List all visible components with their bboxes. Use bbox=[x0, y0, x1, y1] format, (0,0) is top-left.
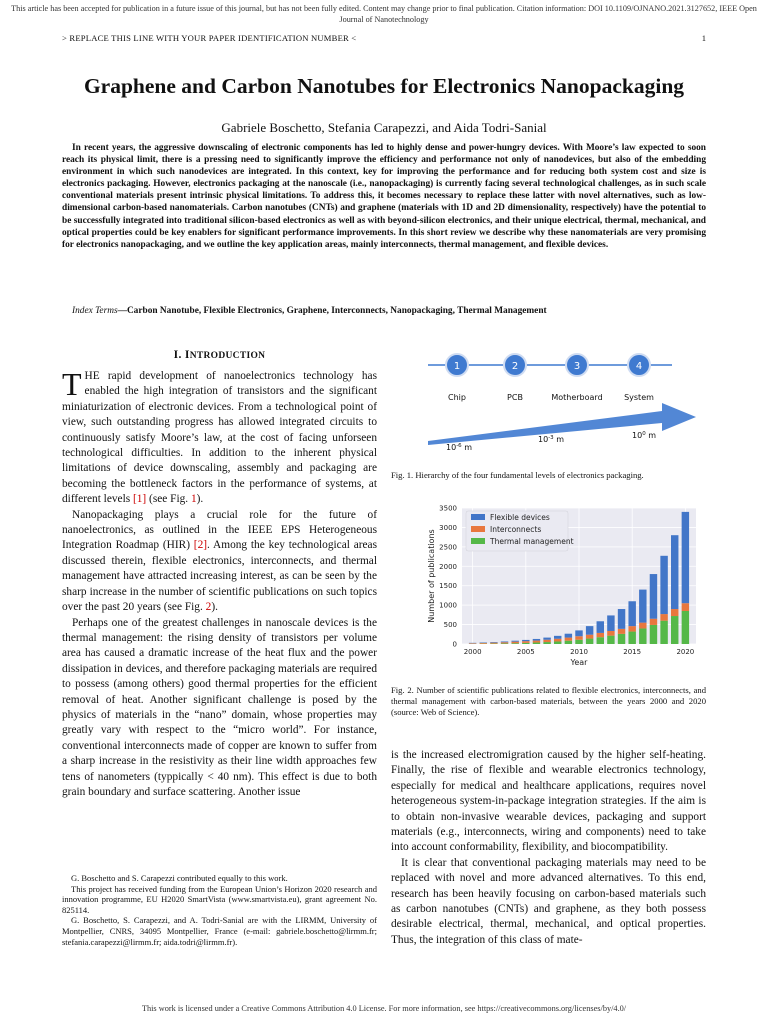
right-column bbox=[391, 748, 706, 948]
bar-flexible-devices-2005 bbox=[522, 640, 529, 641]
bar-thermal-management-2007 bbox=[543, 642, 550, 644]
index-terms-list: —Carbon Nanotube, Flexible Electronics, Graphene, Interconnects, Nanopackaging, Thermal Management bbox=[117, 306, 547, 316]
footnotes bbox=[62, 873, 377, 947]
bar-flexible-devices-2019 bbox=[671, 535, 678, 609]
abstract: In recent years, the aggressive downscaling of electronic components has led to highly dense and power-hungry devices. With Moore’s law expected to soon reach its physical limit, there is a pressing need to significantly improve the efficiency and performance not only of nanodevices, but also of the embedding environment in which such nanodevices are integrated. In this context, key for improving the performance and for reducing both system cost and size is electronics packaging. However, electronics packaging at the nanoscale (i.e., nanopackaging) is currently facing several technological challenges, as in such scale conventional materials present intrinsic physical limitations. To address this, it becomes necessary to replace these latter with novel alternatives, such as low-dimensional carbon-based nanomaterials. Carbon nanotubes (CNTs) and graphene (materials with 1D and 2D dimensionality, respectively) have the potential to be successfully integrated into traditional silicon-based electronics as well as with beyond-silicon electronics, and their unique electrical, thermal, mechanical, and optical properties could be key enablers for significant performance improvements. In this short review we describe why these nanomaterials are very promising for electronics nanopackaging, and we outline the key application areas, mainly interconnects, thermal management, and flexible devices. bbox=[62, 143, 706, 250]
paragraph-3-continued: is the increased electromigration caused by the higher self-heating. Finally, the rise of flexible and wearable electronics technology, especially for medical and healthcare applications, requires novel heterogeneous system-in-package integration strategies. If the aim is to obtain non-invasive wearable devices, packaging and support materials (e.g., interconnects, wiring and components) need to take into account conformability, flexibility, and biocompatibility. bbox=[391, 749, 706, 854]
bar-flexible-devices-2015 bbox=[628, 601, 635, 626]
step-label-chip: Chip bbox=[448, 393, 466, 402]
bar-flexible-devices-2017 bbox=[650, 574, 657, 619]
y-tick-label: 3500 bbox=[439, 504, 457, 513]
bar-interconnects-2002 bbox=[490, 643, 497, 644]
scale-label-1: $10^{-6}$ m bbox=[446, 443, 473, 452]
citation-link-2[interactable]: [2] bbox=[193, 539, 208, 552]
bar-interconnects-2013 bbox=[607, 631, 614, 636]
bar-thermal-management-2014 bbox=[618, 634, 625, 644]
bar-flexible-devices-2008 bbox=[554, 636, 561, 639]
paragraph-1-text: HE rapid development of nanoelectronics technology has enabled the high integration of transistors and the significant miniaturization of electronic devices. From a technological point of view, such outstanding progress has allowed integrated circuits to continuously satisfy Moore’s law, at the cost of facing unforseen technological difficulties. In addition to the inherent physical limitations of device downscaling, assembly and packaging are becoming the bottleneck factors in the performance of systems, at different levels bbox=[62, 370, 377, 506]
y-tick-label: 1500 bbox=[439, 582, 457, 591]
bar-interconnects-2010 bbox=[575, 636, 582, 639]
x-tick-label: 2020 bbox=[676, 648, 695, 656]
legend-swatch-thermal-management bbox=[471, 538, 485, 544]
license-footer: This work is licensed under a Creative Commons Attribution 4.0 License. For more information, see https://creativecommons.org/licenses/by/4.0/ bbox=[141, 1004, 627, 1013]
section-heading bbox=[62, 348, 377, 361]
paragraph-1-mid: (see Fig. bbox=[146, 493, 191, 506]
figure-2-caption: Fig. 2. Number of scientific publications related to flexible electronics, interconnects, and thermal management with carbon-based materials, between the years 2000 and 2020 (source: Web of Science). bbox=[391, 685, 706, 717]
legend-swatch-interconnects bbox=[471, 526, 485, 532]
y-tick-label: 1000 bbox=[439, 601, 457, 610]
bar-flexible-devices-2020 bbox=[682, 512, 689, 603]
bar-thermal-management-2018 bbox=[660, 621, 667, 644]
step-number-4: 4 bbox=[635, 361, 643, 372]
bar-flexible-devices-2014 bbox=[618, 609, 625, 629]
bar-thermal-management-2019 bbox=[671, 616, 678, 644]
step-number-3: 3 bbox=[573, 361, 581, 372]
bar-flexible-devices-2013 bbox=[607, 615, 614, 631]
bar-interconnects-2005 bbox=[522, 641, 529, 643]
bar-flexible-devices-2018 bbox=[660, 556, 667, 614]
bar-interconnects-2017 bbox=[650, 619, 657, 625]
bar-interconnects-2015 bbox=[628, 626, 635, 631]
left-column bbox=[62, 348, 377, 800]
legend-label-flexible-devices: Flexible devices bbox=[490, 513, 550, 522]
step-label-pcb: PCB bbox=[507, 393, 523, 402]
y-tick-label: 2000 bbox=[439, 562, 457, 571]
bar-interconnects-2007 bbox=[543, 640, 550, 642]
bar-thermal-management-2016 bbox=[639, 628, 646, 644]
bar-interconnects-2004 bbox=[511, 642, 518, 644]
y-tick-label: 2500 bbox=[439, 543, 457, 552]
bar-thermal-management-2010 bbox=[575, 640, 582, 644]
y-tick-label: 3000 bbox=[439, 523, 457, 532]
paragraph-2-end: ). bbox=[211, 601, 218, 614]
bar-interconnects-2011 bbox=[586, 635, 593, 639]
step-number-1: 1 bbox=[453, 361, 461, 372]
legend-swatch-flexible-devices bbox=[471, 514, 485, 520]
scale-label-3: $10^0$ m bbox=[632, 431, 657, 440]
footnote-1: G. Boschetto and S. Carapezzi contributed equally to this work. bbox=[71, 873, 288, 883]
figure-1-hierarchy bbox=[400, 345, 700, 455]
figure-link-1[interactable]: 1 bbox=[190, 493, 197, 506]
scale-label-2: $10^{-3}$ m bbox=[538, 435, 565, 444]
bar-flexible-devices-2012 bbox=[597, 621, 604, 633]
step-label-motherboard: Motherboard bbox=[551, 393, 603, 402]
bar-thermal-management-2020 bbox=[682, 611, 689, 644]
bar-interconnects-2008 bbox=[554, 639, 561, 642]
running-head: > REPLACE THIS LINE WITH YOUR PAPER IDENTIFICATION NUMBER < bbox=[62, 33, 357, 43]
x-tick-label: 2005 bbox=[516, 648, 535, 656]
bar-interconnects-2019 bbox=[671, 609, 678, 616]
footnote-2: This project has received funding from the European Union’s Horizon 2020 research and innovation programme, EU H2020 SmartVista (www.smartvista.eu), grant agreement No. 825114. bbox=[62, 883, 377, 915]
bar-thermal-management-2012 bbox=[597, 637, 604, 644]
bar-thermal-management-2006 bbox=[533, 643, 540, 644]
figure-1-caption: Fig. 1. Hierarchy of the four fundamental levels of electronics packaging. bbox=[391, 470, 644, 480]
paragraph-1 bbox=[62, 366, 377, 508]
bar-thermal-management-2013 bbox=[607, 636, 614, 644]
paragraph-2 bbox=[62, 508, 377, 616]
bar-interconnects-2006 bbox=[533, 641, 540, 643]
index-terms-label: Index Terms bbox=[72, 306, 118, 316]
bar-flexible-devices-2003 bbox=[501, 641, 508, 642]
bar-flexible-devices-2011 bbox=[586, 626, 593, 635]
bar-thermal-management-2017 bbox=[650, 625, 657, 644]
bar-interconnects-2020 bbox=[682, 603, 689, 611]
section-number: I. I bbox=[173, 348, 190, 361]
step-number-2: 2 bbox=[511, 361, 519, 372]
paper-title: Graphene and Carbon Nanotubes for Electronics Nanopackaging bbox=[83, 74, 685, 98]
bar-interconnects-2001 bbox=[480, 643, 487, 644]
bar-interconnects-2009 bbox=[565, 638, 572, 641]
bar-thermal-management-2011 bbox=[586, 639, 593, 644]
y-tick-label: 0 bbox=[452, 640, 457, 649]
bar-flexible-devices-2004 bbox=[511, 641, 518, 642]
bar-flexible-devices-2007 bbox=[543, 638, 550, 640]
paragraph-4: It is clear that conventional packaging materials may need to be replaced with novel and more advanced alternatives. To this end, research has been heavily focusing on carbon-based materials such as carbon nanotubes (CNTs) and graphene, as they both possess desirable electrical, thermal, mechanical, and optical properties. Thus, the integration of this class of mate- bbox=[391, 856, 706, 946]
step-label-system: System bbox=[624, 393, 654, 402]
intro-body bbox=[62, 366, 378, 800]
bar-flexible-devices-2006 bbox=[533, 639, 540, 641]
bar-thermal-management-2003 bbox=[501, 643, 508, 644]
notice-line-1: This article has been accepted for publication in a future issue of this journal, but has not been fully edited. Content may change prior to final publication. Citation information: DOI 10.1109/OJNANO.2021.3127652, IEEE Open bbox=[11, 4, 757, 13]
figure-2-chart bbox=[412, 500, 704, 672]
intro-body-continued bbox=[391, 748, 706, 948]
bar-thermal-management-2004 bbox=[511, 643, 518, 644]
citation-link-1[interactable]: [1] bbox=[132, 493, 147, 506]
x-tick-label: 2015 bbox=[623, 648, 642, 656]
bar-flexible-devices-2002 bbox=[490, 642, 497, 643]
bar-interconnects-2018 bbox=[660, 614, 667, 621]
drop-cap: T bbox=[62, 366, 82, 402]
paragraph-3: Perhaps one of the greatest challenges in nanoscale devices is the thermal management: the rising density of transistors per volume area has caused a dramatic increase of the heat flux and the power dissipation in devices, and therefore packaging materials are required to possess (among others) good thermal properties for the efficient removal of heat. Another significant challenge is posed by the physics of materials in the “nano” domain, whose properties may greatly vary with respect to the “micro world”. For instance, conventional interconnects made of copper are known to suffer from a sharp increase in the resistivity as their line width approaches few tens of nanometers (typpically < 40 nm). This effect is due to both grain boundary and surface scattering. Another issue bbox=[62, 616, 377, 798]
bar-flexible-devices-2016 bbox=[639, 590, 646, 623]
index-terms bbox=[62, 306, 706, 316]
bar-flexible-devices-2009 bbox=[565, 634, 572, 638]
bar-interconnects-2014 bbox=[618, 629, 625, 634]
bar-interconnects-2000 bbox=[469, 643, 476, 644]
bar-interconnects-2016 bbox=[639, 623, 646, 629]
legend-label-interconnects: Interconnects bbox=[490, 525, 542, 534]
bar-thermal-management-2008 bbox=[554, 641, 561, 644]
footnote-3: G. Boschetto, S. Carapezzi, and A. Todri-Sanial are with the LIRMM, University of Montpellier, CNRS, 34095 Montpellier, France (e-mail: gabriele.boschetto@lirmm.fr; stefania.carapezzi@lirmm.fr; aida.todri@lirmm.fr). bbox=[62, 915, 377, 947]
x-axis-label: Year bbox=[570, 658, 588, 667]
publication-notice bbox=[0, 3, 768, 25]
section-title: NTRODUCTION bbox=[189, 351, 266, 361]
paragraph-2-text: Nanopackaging plays a crucial role for the future of nanoelectronics, as outlined in the IEEE EPS Heterogeneous Integration Roadmap (HIR) bbox=[62, 508, 377, 552]
x-tick-label: 2000 bbox=[463, 648, 482, 656]
bar-thermal-management-2009 bbox=[565, 641, 572, 644]
paper-authors: Gabriele Boschetto, Stefania Carapezzi, and Aida Todri-Sanial bbox=[221, 120, 547, 135]
bar-flexible-devices-2010 bbox=[575, 630, 582, 636]
y-tick-label: 500 bbox=[443, 621, 457, 630]
bar-interconnects-2012 bbox=[597, 633, 604, 637]
y-axis-label: Number of publications bbox=[427, 529, 436, 623]
page-number: 1 bbox=[701, 33, 706, 43]
x-tick-label: 2010 bbox=[570, 648, 588, 656]
notice-line-2: Journal of Nanotechnology bbox=[339, 15, 429, 24]
legend-label-thermal-management: Thermal management bbox=[490, 537, 574, 546]
bar-interconnects-2003 bbox=[501, 642, 508, 643]
paragraph-2-mid: . Among the key technological areas discussed therein, flexible electronics, interconnects, and thermal management have attracted increasing interest, as can be seen by the sharp increase in the number of scientific publications on such topics over the past 20 years (see Fig. bbox=[62, 539, 378, 614]
paragraph-1-end: ). bbox=[196, 493, 204, 506]
bar-thermal-management-2015 bbox=[628, 632, 635, 644]
bar-thermal-management-2005 bbox=[522, 643, 529, 644]
figure-link-2[interactable]: 2 bbox=[205, 601, 212, 614]
